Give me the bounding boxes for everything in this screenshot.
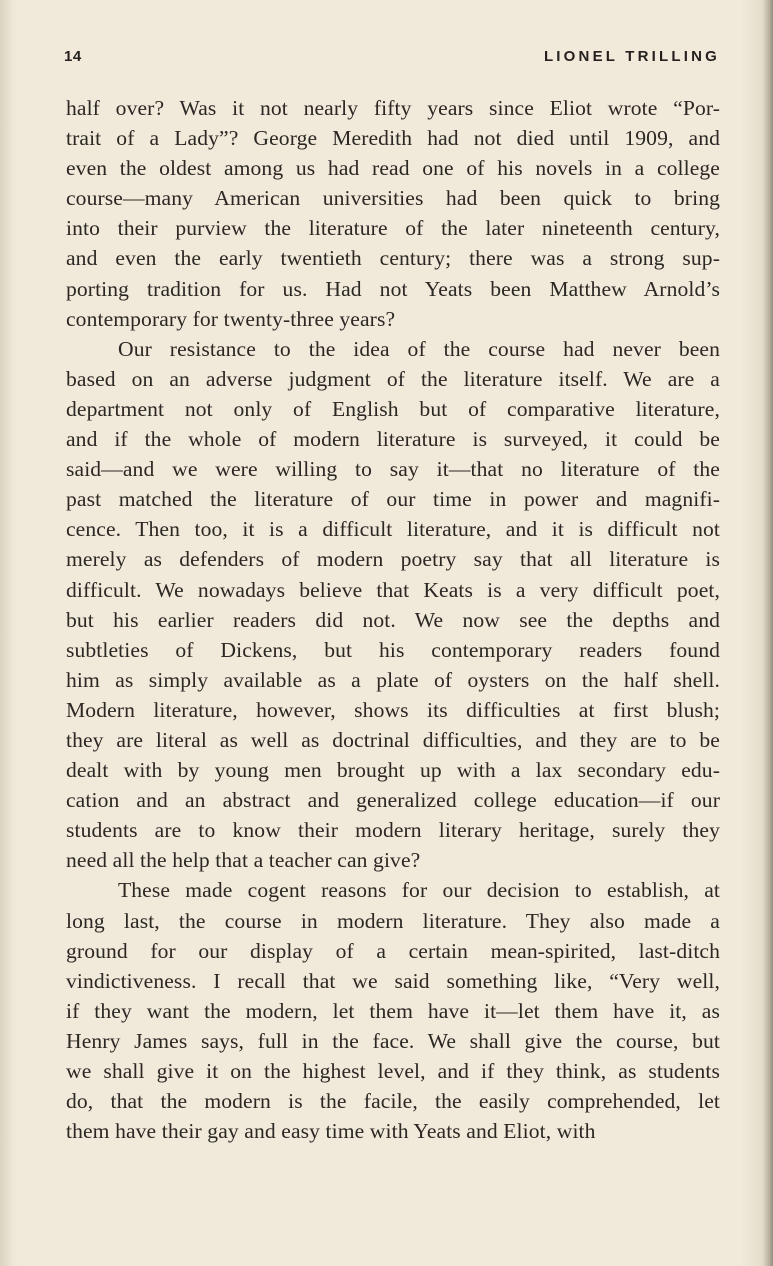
text-line: cence. Then too, it is a difficult literature, and it is difficult not xyxy=(66,517,720,542)
text-line: subtleties of Dickens, but his contemporary readers found xyxy=(66,637,720,662)
body-text xyxy=(66,93,720,1146)
page-edge-shadow xyxy=(763,0,773,1266)
text-line: him as simply available as a plate of oysters on the half shell. xyxy=(66,667,720,692)
text-line: do, that the modern is the facile, the easily comprehended, let xyxy=(66,1089,720,1114)
paragraph-text xyxy=(66,875,720,1146)
text-line: if they want the modern, let them have it—let them have it, as xyxy=(66,998,720,1023)
text-line: course—many American universities had been quick to bring xyxy=(66,186,720,211)
text-line: and even the early twentieth century; there was a strong sup- xyxy=(66,246,720,271)
page-number: 14 xyxy=(64,48,82,65)
text-line: Modern literature, however, shows its difficulties at first blush; xyxy=(66,697,720,722)
text-line: past matched the literature of our time in power and magnifi- xyxy=(66,487,720,512)
text-line: into their purview the literature of the later nineteenth century, xyxy=(66,216,720,241)
text-line: students are to know their modern literary heritage, surely they xyxy=(66,818,720,843)
text-line: long last, the course in modern literature. They also made a xyxy=(66,908,720,933)
paragraph-text xyxy=(66,334,720,876)
text-line: even the oldest among us had read one of his novels in a college xyxy=(66,156,720,181)
page-gutter-shadow xyxy=(0,0,14,1266)
text-line: them have their gay and easy time with Yeats and Eliot, with xyxy=(66,1119,596,1144)
text-line: they are literal as well as doctrinal difficulties, and they are to be xyxy=(66,727,720,752)
text-line: said—and we were willing to say it—that no literature of the xyxy=(66,457,720,482)
text-line: merely as defenders of modern poetry say that all literature is xyxy=(66,547,720,572)
paragraph xyxy=(66,875,720,1146)
text-line: but his earlier readers did not. We now see the depths and xyxy=(66,607,720,632)
paragraph xyxy=(66,93,720,334)
text-line: department not only of English but of comparative literature, xyxy=(66,396,720,421)
page-header xyxy=(64,48,720,72)
text-line: Henry James says, full in the face. We shall give the course, but xyxy=(66,1028,720,1053)
text-line: half over? Was it not nearly fifty years since Eliot wrote “Por- xyxy=(66,96,720,120)
text-line: Our resistance to the idea of the course had never been xyxy=(118,336,720,361)
paragraph-text xyxy=(66,93,720,334)
text-line: based on an adverse judgment of the literature itself. We are a xyxy=(66,366,720,391)
text-line: These made cogent reasons for our decision to establish, at xyxy=(118,878,720,903)
text-line: we shall give it on the highest level, and if they think, as students xyxy=(66,1059,720,1083)
text-line: porting tradition for us. Had not Yeats been Matthew Arnold’s xyxy=(66,276,720,301)
text-line: dealt with by young men brought up with a lax secondary edu- xyxy=(66,758,720,783)
text-line: contemporary for twenty-three years? xyxy=(66,306,396,331)
text-line: vindictiveness. I recall that we said something like, “Very well, xyxy=(66,968,720,993)
text-line: cation and an abstract and generalized college education—if our xyxy=(66,788,720,813)
text-line: need all the help that a teacher can give? xyxy=(66,848,421,873)
text-line: ground for our display of a certain mean-spirited, last-ditch xyxy=(66,938,720,963)
paragraph xyxy=(66,334,720,876)
running-head: LIONEL TRILLING xyxy=(543,48,720,65)
text-line: trait of a Lady”? George Meredith had not died until 1909, and xyxy=(66,126,720,151)
text-line: difficult. We nowadays believe that Keats is a very difficult poet, xyxy=(66,577,720,602)
text-line: and if the whole of modern literature is surveyed, it could be xyxy=(66,427,720,452)
